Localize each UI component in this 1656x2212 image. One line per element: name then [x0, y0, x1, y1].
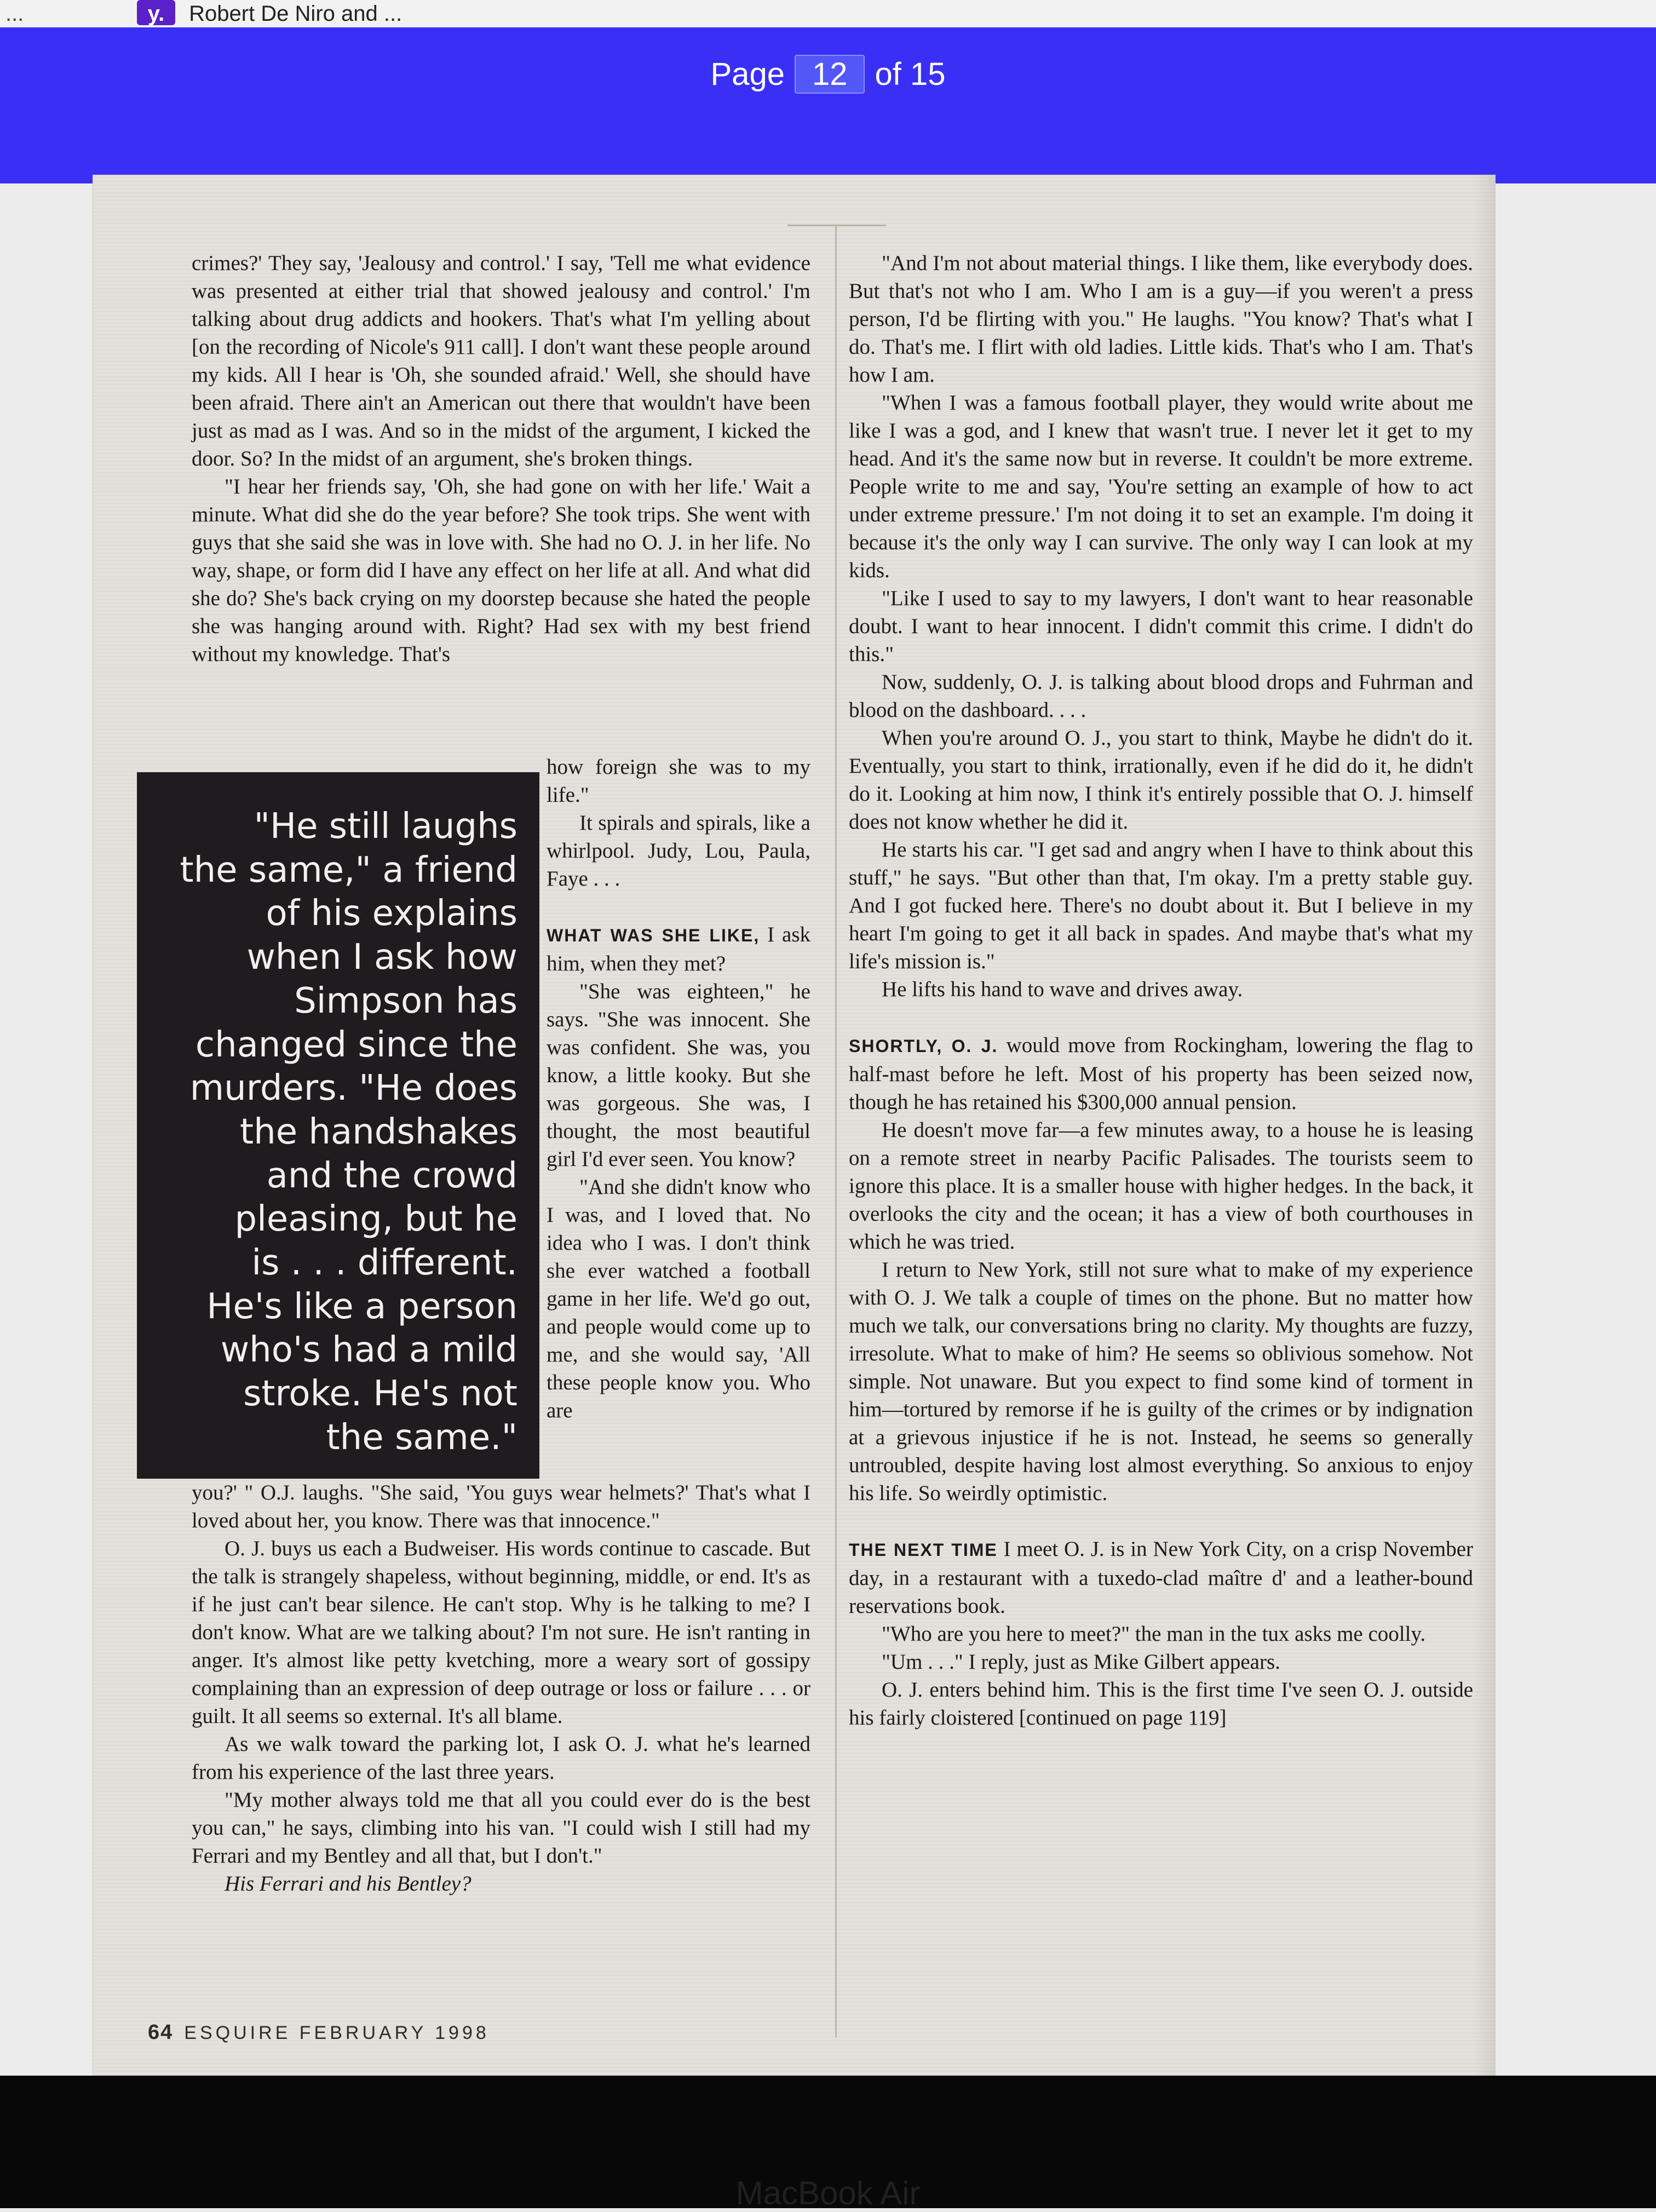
- paragraph: you?' " O.J. laughs. "She said, 'You guys wear helmets?' That's what I loved about her, you know. There was that innocence.": [192, 1481, 810, 1532]
- paragraph: He lifts his hand to wave and drives away.: [882, 978, 1243, 1001]
- column-rule: [835, 225, 837, 2037]
- section-paragraph: SHORTLY, O. J. would move from Rockingham, lowering the flag to half-mast before he left. Most of his property has been seized now, though he has retained his $300,000 annual pension.: [849, 1033, 1473, 1114]
- pull-quote-line: "He still laughs: [254, 806, 518, 847]
- left-column-top: [192, 249, 810, 668]
- pull-quote-line: who's had a mild: [220, 1330, 518, 1371]
- paragraph: "Who are you here to meet?" the man in the tux asks me coolly.: [882, 1622, 1426, 1646]
- right-column: [849, 249, 1473, 1732]
- magazine-page-scan: [93, 175, 1495, 2076]
- left-column-bottom: [192, 1479, 810, 1898]
- pull-quote-line: stroke. He's not: [243, 1374, 518, 1415]
- paragraph: O. J. enters behind him. This is the first time I've seen O. J. outside his fairly cloistered [continued on page 119]: [849, 1678, 1473, 1730]
- paragraph: "And she didn't know who I was, and I loved that. No idea who I was. I don't think she ever watched a football game in her life. We'd go out, and people would come up to me, and she would say, 'All these people know you. Who are: [547, 1175, 810, 1422]
- pull-quote-line: the same," a friend: [180, 849, 518, 890]
- pull-quote-line: and the crowd: [266, 1155, 518, 1196]
- paragraph: His Ferrari and his Bentley?: [225, 1872, 472, 1895]
- folio-page-number: 64: [148, 2021, 174, 2044]
- paragraph: "Um . . ." I reply, just as Mike Gilbert appears.: [882, 1650, 1280, 1674]
- pull-quote-line: of his explains: [266, 893, 518, 934]
- pull-quote-line: murders. "He does: [189, 1068, 518, 1109]
- paragraph: Now, suddenly, O. J. is talking about blood drops and Fuhrman and blood on the dashboard. . . .: [849, 670, 1473, 722]
- browser-tab-strip: [0, 0, 1656, 27]
- paragraph: "My mother always told me that all you could ever do is the best you can," he says, climbing into his van. "I could wish I still had my Ferrari and my Bentley and all that, but I don't.": [192, 1788, 810, 1868]
- menu-icon[interactable]: ...: [5, 2, 24, 26]
- paragraph: "And I'm not about material things. I like them, like everybody does. But that's not who I am. Who I am is a guy—if you weren't a press person, I'd be flirting with you." He laughs. "You know? That's what I do. That's me. I flirt with old ladies. Little kids. That's who I am. That's how I am.: [849, 251, 1473, 387]
- section-lead-in: THE NEXT TIME: [849, 1540, 998, 1560]
- paragraph: "She was eighteen," he says. "She was innocent. She was confident. She was, you know, a little kooky. But she was gorgeous. She was, I thought, the most beautiful girl I'd ever seen. You know?: [547, 980, 810, 1171]
- section-lead-in: SHORTLY, O. J.: [849, 1036, 998, 1056]
- paragraph: I return to New York, still not sure what to make of my experience with O. J. We talk a couple of times on the phone. But no matter how much we talk, our conversations bring no clarity. My thoughts are fuzzy, irresolute. What to make of him? He seems so oblivious somehow. Not simple. Not unaware. But you expect to find some kind of torment in him—tortured by remorse if he is guilty of the crimes or by indignation at a grievous injustice if he is not. Instead, he seems so generally untroubled, despite having lost almost everything. So anxious to enjoy his life. So weirdly optimistic.: [849, 1258, 1473, 1505]
- paragraph: crimes?' They say, 'Jealousy and control.' I say, 'Tell me what evidence was presented at either trial that showed jealousy and control.' I'm talking about drug addicts and hookers. That's what I'm yelling about [on the recording of Nicole's 911 call]. I don't want these people around my kids. All I hear is 'Oh, she sounded afraid.' Well, she should have been afraid. There ain't an American out there that wouldn't have been just as mad as I was. And so in the midst of the argument, I kicked the door. So? In the midst of an argument, she's broken things.: [192, 251, 810, 470]
- paragraph: "Like I used to say to my lawyers, I don't want to hear reasonable doubt. I want to hear innocent. I didn't commit this crime. I didn't do this.": [849, 587, 1473, 666]
- pull-quote: [137, 772, 539, 1479]
- paragraph: He doesn't move far—a few minutes away, to a house he is leasing on a remote street in nearby Pacific Palisades. The tourists seem to ignore this place. It is a smaller house with higher hedges. In the back, it overlooks the city and the ocean; it has a view of both courthouses in which he was tried.: [849, 1118, 1473, 1254]
- page-folio: [148, 2021, 490, 2044]
- pull-quote-line: when I ask how: [246, 937, 518, 978]
- column-rule-top: [787, 225, 886, 226]
- paragraph: "When I was a famous football player, they would write about me like I was a god, and I knew that wasn't true. I never let it get to my head. And it's the same now but in reverse. It couldn't be more extreme. People write to me and say, 'You're setting an example of how to act under extreme pressure.' I'm not doing it to set an example. I'm doing it because it's the only way I can survive. The only way I can look at my kids.: [849, 391, 1473, 582]
- section-lead-in: WHAT WAS SHE LIKE,: [547, 926, 760, 945]
- paragraph: O. J. buys us each a Budweiser. His words continue to cascade. But the talk is strangely shapeless, without beginning, middle, or end. It's as if he just can't bear silence. He can't stop. Why is he talking to me? I don't know. What are we talking about? I'm not sure. He isn't ranting in anger. It's almost like petty kvetching, more a weary sort of gossipy complaining than an expression of deep outrage or loss or failure . . . or guilt. It all seems so external. It's all blame.: [192, 1537, 810, 1728]
- page-edge-shadow: [1473, 175, 1495, 2076]
- pull-quote-line: pleasing, but he: [234, 1199, 518, 1240]
- pull-quote-line: Simpson has: [294, 980, 518, 1021]
- pull-quote-line: the same.": [326, 1417, 518, 1458]
- paragraph: how foreign she was to my life.": [547, 755, 810, 807]
- pull-quote-line: He's like a person: [206, 1286, 518, 1327]
- browser-tab-title[interactable]: Robert De Niro and ...: [189, 2, 403, 26]
- yahoo-tab-icon[interactable]: y.: [137, 0, 175, 25]
- paragraph: He starts his car. "I get sad and angry when I have to think about this stuff," he says. "But other than that, I'm okay. I'm a pretty stable guy. And I got fucked here. There's no doubt about it. But I believe in my heart I'm going to get it all back in spades. And maybe that's what my life's mission is.": [849, 838, 1473, 973]
- left-column-wrap: [547, 753, 810, 1424]
- paragraph: As we walk toward the parking lot, I ask O. J. what he's learned from his experience of the last three years.: [192, 1732, 810, 1784]
- device-label: MacBook Air: [735, 2175, 921, 2211]
- document-viewer-header: [0, 27, 1656, 183]
- page-indicator: [0, 55, 1656, 94]
- folio-publication: ESQUIRE FEBRUARY 1998: [184, 2023, 490, 2043]
- pull-quote-line: the handshakes: [240, 1111, 518, 1152]
- page-number-input[interactable]: 12: [795, 55, 865, 94]
- section-paragraph: WHAT WAS SHE LIKE, I ask him, when they met?: [547, 923, 810, 975]
- paragraph: When you're around O. J., you start to think, Maybe he didn't do it. Eventually, you start to think, irrationally, even if he did do it, he didn't do it. Looking at him now, I think it's entirely possible that O. J. himself does not know whether he did it.: [849, 726, 1473, 834]
- page-label: Page: [710, 56, 785, 92]
- paragraph: It spirals and spirals, like a whirlpool. Judy, Lou, Paula, Faye . . .: [547, 811, 810, 890]
- section-paragraph: THE NEXT TIME I meet O. J. is in New York City, on a crisp November day, in a restaurant with a tuxedo-clad maître d' and a leather-bound reservations book.: [849, 1537, 1473, 1618]
- paragraph: "I hear her friends say, 'Oh, she had gone on with her life.' Wait a minute. What did she do the year before? She took trips. She went with guys that she said she was in love with. She had no O. J. in her life. No way, shape, or form did I have any effect on her life at all. And what did she do? She's back crying on my doorstep because she hated the people she was hanging around with. Right? Had sex with my best friend without my knowledge. That's: [192, 475, 810, 666]
- pull-quote-line: changed since the: [195, 1024, 518, 1065]
- pull-quote-line: is . . . different.: [251, 1243, 518, 1284]
- page-total: of 15: [875, 56, 946, 92]
